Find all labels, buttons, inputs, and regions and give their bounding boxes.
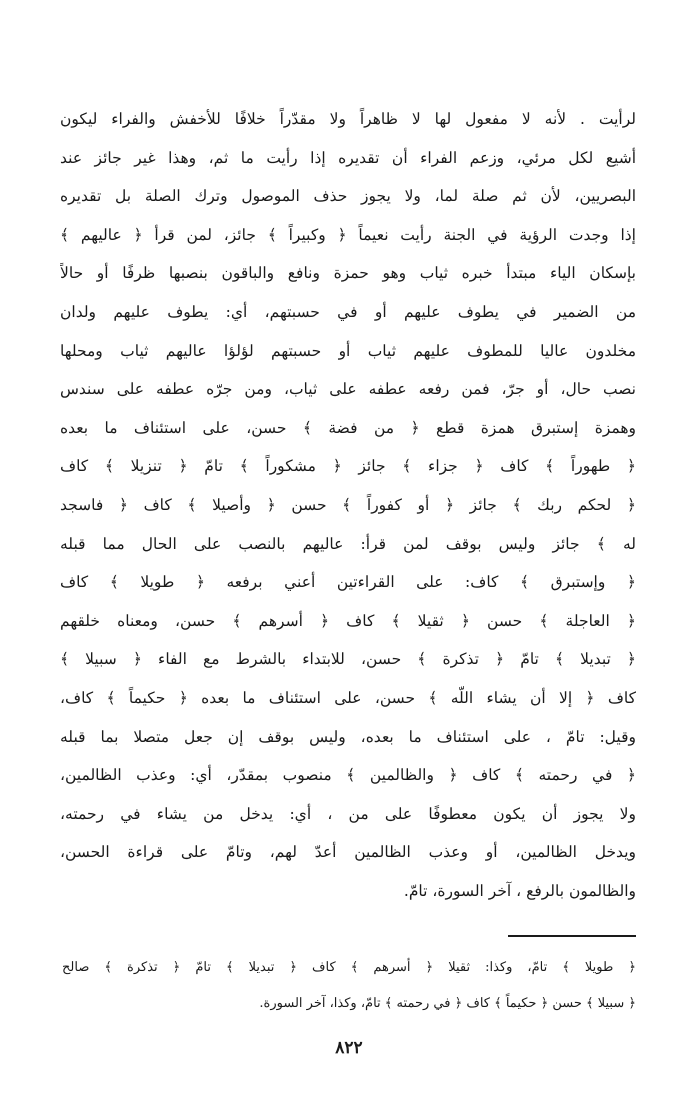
footnote-separator [508, 935, 636, 937]
text-line: وقيل: تامّ ، على استئناف ما بعده، وليس بوقف إن جعل متصلا بما قبله [60, 727, 636, 746]
text-line: ﴿ لحكم ربك ﴾ جائز ﴿ أو كفوراً ﴾ حسن ﴿ وأصيلا ﴾ كاف ﴿ فاسجد [60, 495, 636, 514]
footnote-line: ﴿ سبيلا ﴾ حسن ﴿ حكيماً ﴾ كاف ﴿ في رحمته ﴾ تامّ، وكذا، آخر السورة. [259, 996, 636, 1011]
text-line: مخلدون عاليا للمطوف عليهم ثياب أو حسبتهم لؤلؤا عاليهم ثياب ومحلها [60, 341, 636, 360]
text-line: له ﴾ جائز وليس بوقف لمن قرأ: عاليهم بالنصب على الحال مما قبله [60, 534, 636, 553]
text-line: أشيع لكل مرئي، وزعم الفراء أن تقديره إذا رأيت ما ثم، وهذا غير جائز عند [60, 148, 636, 167]
main-text [60, 100, 636, 910]
text-line: وهمزة إستبرق همزة قطع ﴿ من فضة ﴾ حسن، على استئناف ما بعده [60, 418, 636, 437]
text-line: ﴿ وإستبرق ﴾ كاف: على القراءتين أعني برفعه ﴿ طويلا ﴾ كاف [60, 573, 636, 592]
text-line: نصب حال، أو جرّ، فمن رفعه عطفه على ثياب، ومن جرّه عطفه على سندس [60, 380, 636, 399]
footnote [62, 950, 636, 1022]
text-line: ﴿ طهوراً ﴾ كاف ﴿ جزاء ﴾ جائز ﴿ مشكوراً ﴾ تامّ ﴿ تنزيلا ﴾ كاف [60, 457, 636, 476]
text-line: ولا يجوز أن يكون معطوفًا على من ، أي: يدخل من يشاء في رحمته، [60, 804, 636, 823]
text-line: ويدخل الظالمين، أو وعذب الظالمين أعدّ لهم، وتامّ على قراءة الحسن، [60, 843, 636, 862]
text-line: لرأيت . لأنه لا مفعول لها لا ظاهراً ولا مقدّراً خلافًا للأخفش والفراء ليكون [60, 110, 636, 128]
text-line: إذا وجدت الرؤية في الجنة رأيت نعيماً ﴿ وكبيراً ﴾ جائز، لمن قرأ ﴿ عاليهم ﴾ [60, 225, 636, 244]
text-line: والظالمون بالرفع ، آخر السورة، تامّ. [403, 881, 636, 900]
text-line: من الضمير في يطوف عليهم أو في حسبتهم، أي: يطوف عليهم ولدان [60, 302, 636, 321]
page-number: ٨٢٢ [335, 1038, 363, 1058]
text-line: بإسكان الياء مبتدأ خبره ثياب وهو حمزة ونافع والباقون بنصبها ظرفًا أو حالاً [60, 264, 636, 283]
text-line: كاف ﴿ إلا أن يشاء اللّه ﴾ حسن، على استئناف ما بعده ﴿ حكيماً ﴾ كاف، [60, 688, 636, 707]
text-line: البصريين، لأن ثم صلة لما، ولا يجوز حذف الموصول وترك الصلة بل تقديره [60, 187, 636, 206]
text-line: ﴿ العاجلة ﴾ حسن ﴿ ثقيلا ﴾ كاف ﴿ أسرهم ﴾ حسن، ومعناه خلقهم [60, 611, 636, 630]
text-line: ﴿ تبديلا ﴾ تامّ ﴿ تذكرة ﴾ حسن، للابتداء بالشرط مع الفاء ﴿ سبيلا ﴾ [60, 650, 636, 669]
footnote-line: ﴿ طويلا ﴾ تامّ، وكذا: ثقيلا ﴿ أسرهم ﴾ كاف ﴿ تبديلا ﴾ تامّ ﴿ تذكرة ﴾ صالح [62, 960, 636, 975]
text-line: ﴿ في رحمته ﴾ كاف ﴿ والظالمين ﴾ منصوب بمقدّر، أي: وعذب الظالمين، [60, 766, 636, 785]
